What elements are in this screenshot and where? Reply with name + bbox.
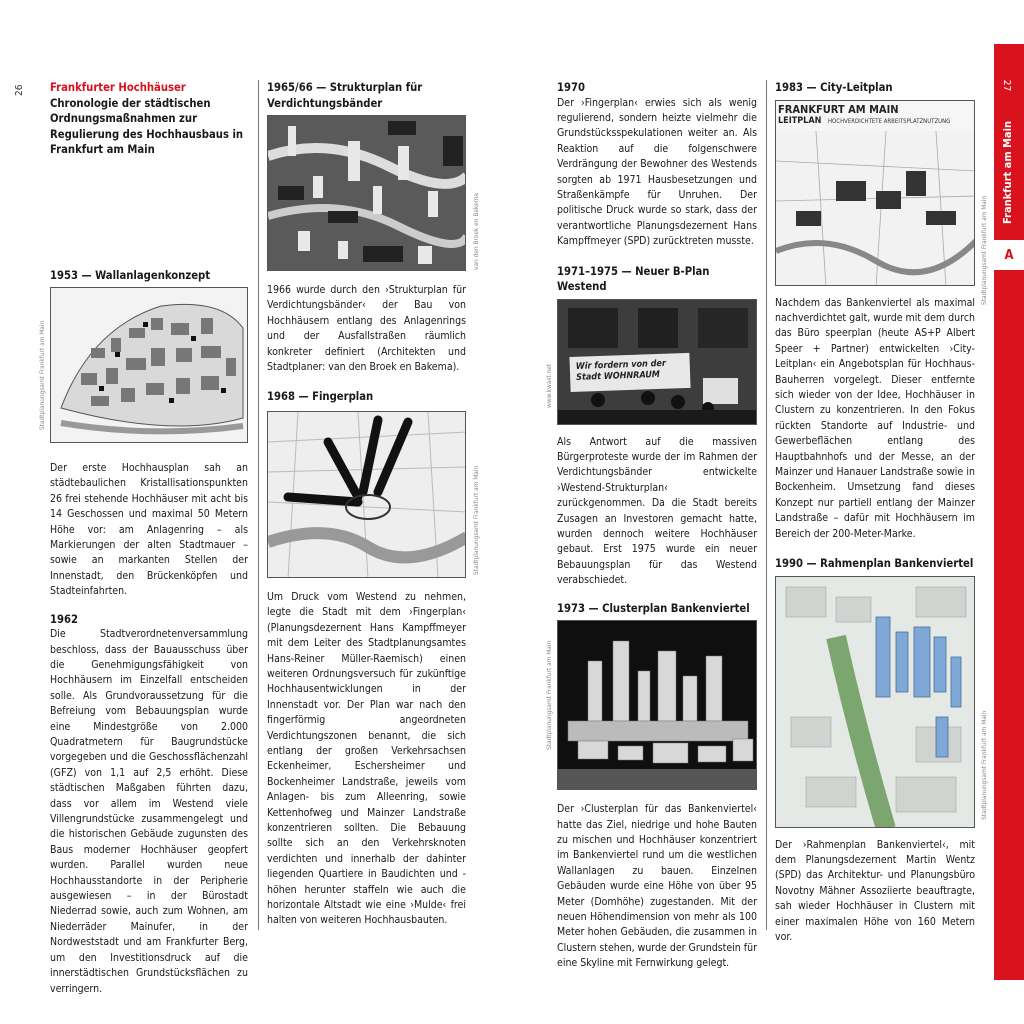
leitplan-map-subtitle: HOCHVERDICHTETE ARBEITSPLATZNUTZUNG <box>828 117 951 125</box>
credit-1990: Stadtplanungsamt Frankfurt am Main <box>980 710 988 820</box>
chapter-tab-letter: A <box>994 240 1024 270</box>
section-title-1970: 1970 <box>557 81 586 94</box>
leitplan-map-title: FRANKFURT AM MAIN <box>778 102 899 116</box>
figure-clusterplan <box>557 620 757 790</box>
fingerplan-map-image <box>268 412 466 578</box>
article-title: Frankfurter Hochhäuser <box>50 81 186 94</box>
credit-1971-1975: www.kwast.net <box>545 363 553 408</box>
paragraph-1968: Um Druck vom Westend zu nehmen, legte die Stadt mit dem ›Fingerplan‹ (Planungsdezernent Hans Kampffmeyer mit dem Leiter des Stadtplanungsamtes Hans-Reiner Müller-Raemisch) einen weiteren Ordnungsversuch für zukünftige Hochhausentwicklungen in der Innenstadt vor. Der Plan war nach den fingerförmig angeordneten Verdichtungszonen benannt, die sich entlang der großen Verkehrsachsen Eckenheimer, Eschersheimer und Bockenheimer Landstraße, jeweils vom Anlagen- bis zum Alleenring, sowie Kettenhofweg und Mainzer Landstraße konzentrieren sollten. Die Bebauung sollte sich an den Verkehrsknoten verdichten und innerhalb der dahinter liegenden Quartiere in Baudichten und -höhen herunter staffeln wie auch die horizontale Altstadt wie eine ›Mulde‹ frei halten von weiteren Hochhausbauten. <box>267 590 466 927</box>
protest-banner-text: Wir fordern von der Stadt WOHNRAUM <box>575 358 667 383</box>
clusterplan-model-image <box>558 621 757 790</box>
column-2 <box>267 80 480 929</box>
paragraph-1965-66: 1966 wurde durch den ›Strukturplan für Verdichtungsbänder‹ der Bau von Hochhäusern entlang des Anlagenrings und der Ausfallstraßen räumlich konkreter definiert (Architekten und Stadtplaner: van den Broek en Bakema). <box>267 284 466 374</box>
article-subtitle: Chronologie der städtischen Ordnungsmaßnahmen zur Regulierung des Hochhausbaus in Frankfurt am Main <box>50 96 244 156</box>
column-4 <box>775 80 988 945</box>
section-title-1971-1975: 1971–1975 — Neuer B-Plan Westend <box>557 264 710 294</box>
credit-1968: Stadtplanungsamt Frankfurt am Main <box>472 465 480 575</box>
column-3 <box>545 80 757 972</box>
credit-1965-66: van den Broek en Bakema <box>472 193 480 270</box>
section-title-1962: 1962 <box>50 612 79 626</box>
paragraph-1970: Der ›Fingerplan‹ erwies sich als wenig regulierend, sondern heizte vielmehr die Grundstücksspekulationen weiter an. Als Reaktion auf die folgenschwere Verdrängung der Bewohner des Westends sorgten ab 1971 Hausbesetzungen und Straßenkämpfe für Unruhen. Der politische Druck wurde so stark, dass der verantwortliche Planungsdezernent Hans Kampffmeyer (SPD) zurücktreten musste. <box>557 96 757 248</box>
column-rule <box>766 80 767 930</box>
strukturplan-model-image <box>268 116 466 271</box>
chapter-tab <box>994 44 1024 980</box>
section-title-1953: 1953 — Wallanlagenkonzept <box>50 268 211 282</box>
section-title-1965-66: 1965/66 — Strukturplan für Verdichtungsbänder <box>267 81 423 110</box>
column-rule <box>258 80 259 930</box>
figure-city-leitplan <box>775 100 975 286</box>
figure-wallanlagenkonzept <box>50 287 248 443</box>
rahmenplan-aerial-image <box>776 577 975 828</box>
section-title-1990: 1990 — Rahmenplan Bankenviertel <box>775 557 974 570</box>
section-title-1983: 1983 — City-Leitplan <box>775 81 893 94</box>
credit-1973: Stadtplanungsamt Frankfurt am Main <box>545 640 553 750</box>
figure-westend-protest <box>557 299 757 425</box>
leitplan-map-title2: LEITPLAN <box>778 115 822 126</box>
page-number-left: 26 <box>14 84 25 96</box>
paragraph-1990: Der ›Rahmenplan Bankenviertel‹, mit dem Planungsdezernent Martin Wentz (SPD) das Architektur- und Planungsbüro Novotny Mähner Assoziierte beauftragte, sah wieder Hochhäuser in Clustern mit einer maximalen Höhe von 160 Metern vor. <box>775 838 975 943</box>
figure-strukturplan <box>267 115 466 271</box>
credit-1983: Stadtplanungsamt Frankfurt am Main <box>980 195 988 305</box>
page-number-right: 27 <box>1001 79 1013 92</box>
column-1 <box>38 80 248 997</box>
chapter-tab-title: Frankfurt am Main <box>1001 120 1014 224</box>
leitplan-map-image <box>776 101 975 286</box>
credit-1953: Stadtplanungsamt Frankfurt am Main <box>38 320 46 430</box>
paragraph-1962: Die Stadtverordnetenversammlung beschloss, dass der Bauausschuss über die Genehmigungsfähigkeit von Hochhäusern im Einzelfall entscheiden solle. Als Grundvoraussetzung für die Befreiung vom Bebauungsplan wurde eine Mindestgröße von 2.000 Quadratmetern für Baugrundstücke vorgegeben und die Geschossflächenzahl (GFZ) von 1,1 auf 2,5 erhöht. Diese städtischen Maßgaben führten dazu, dass vor allem im Westend viele Villengrundstücke zusammengelegt und die historischen Gebäude zugunsten des Baus moderner Hochhäuser geopfert wurden. Parallel wurden neue Hochhausstandorte in der Peripherie ausgewiesen – in der Bürostadt Niederrad sowie, auch zum Wohnen, am Niederräder Mainufer, in der Nordweststadt und am Frankfurter Berg, um den Investitionsdruck auf die innerstädtischen Grundstücksflächen zu verringern. <box>50 628 248 995</box>
paragraph-1953: Der erste Hochhausplan sah an städtebaulichen Kristallisationspunkten 26 frei stehende Hochhäuser mit acht bis 14 Geschossen und maximal 50 Metern Höhe vor: am Anlagenring – als Markierungen der alten Stadtmauer – sowie an markanten Stellen der Innenstadt, den Brückenköpfen und Stadteinfahrten. <box>50 462 248 598</box>
figure-fingerplan <box>267 411 466 578</box>
section-title-1973: 1973 — Clusterplan Bankenviertel <box>557 601 750 615</box>
figure-rahmenplan <box>775 576 975 828</box>
paragraph-1971-1975: Als Antwort auf die massiven Bürgerproteste wurde der im Rahmen der Verdichtungsbänder entwickelte ›Westend-Strukturplan‹ zurückgenommen. Da die Stadt bereits Zusagen an Investoren gemacht hatte, wurden dennoch weitere Hochhäuser gebaut. Erst 1975 wurde ein neuer Bebauungsplan für das Westend verabschiedet. <box>557 435 757 587</box>
wallanlagen-map-image <box>51 288 248 443</box>
paragraph-1973: Der ›Clusterplan für das Bankenviertel‹ hatte das Ziel, niedrige und hohe Bauten zu mischen und Hochhäuser konzentriert im Bankenviertel rund um die westlichen Wallanlagen zu bauen. Einzelnen Gebäuden wurde eine Höhe von über 95 Meter (Domhöhe) zugestanden. Mit der neuen Höhendimension von mehr als 100 Meter hohen Gebäuden, die zusammen in Clustern stehen, wurde der Grundstein für eine Skyline mit Fernwirkung gelegt. <box>557 803 757 970</box>
paragraph-1983: Nachdem das Bankenviertel als maximal nachverdichtet galt, wurde mit dem durch das Büro speerplan (heute AS+P Albert Speer + Partner) entwickelten ›City-Leitplan‹ ein Angebotsplan für Hochhaus-Bauherren vorgelegt. Dieser entfernte sich wieder von der Idee, Hochhäuser in Clustern zu konzentrieren. In den Fokus rückten Standorte auf Industrie- und Gewerbeflächen entlang des Hauptbahnhofs und der Messe, an der Mainzer und Hanauer Landstraße sowie in Bockenheim. Umsetzung fand dieses Konzept nur partiell entlang der Mainzer Landstraße – dafür mit Hochhäusern im Bereich der 200-Meter-Marke. <box>775 296 975 540</box>
section-title-1968: 1968 — Fingerplan <box>267 390 374 404</box>
